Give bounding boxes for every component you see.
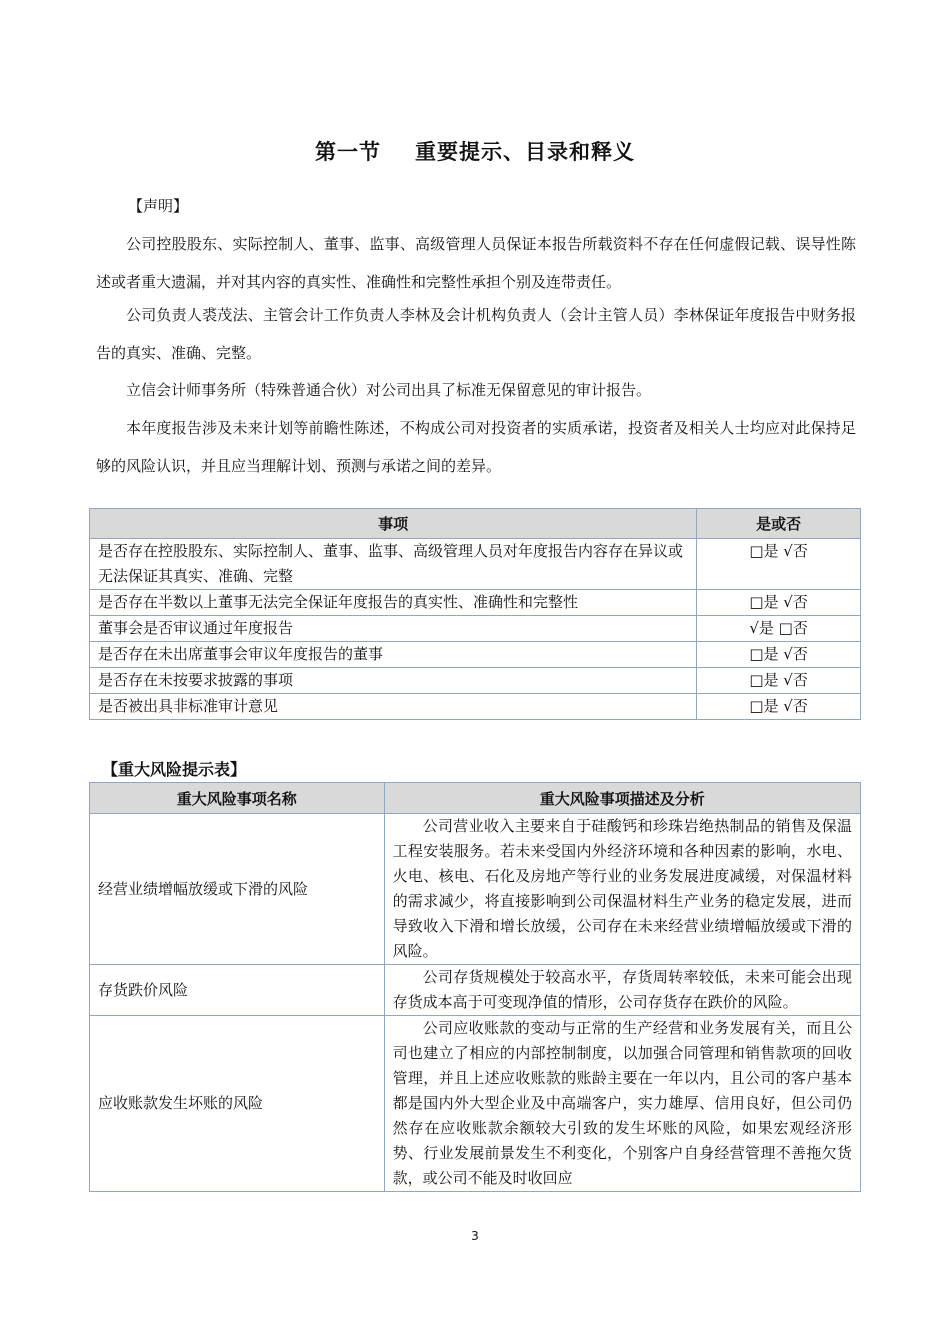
risk-table (89, 782, 861, 1192)
section-number: 第一节 (315, 140, 381, 164)
column-header: 是或否 (697, 509, 861, 539)
section-title (0, 136, 950, 166)
declaration-paragraph: 公司控股股东、实际控制人、董事、监事、高级管理人员保证本报告所载资料不存在任何虚假记载、误导性陈述或者重大遗漏，并对其内容的真实性、准确性和完整性承担个别及连带责任。 (96, 235, 856, 291)
table-row (90, 694, 861, 720)
table-row (90, 965, 861, 1016)
page-number: 3 (471, 1229, 479, 1243)
table-header-row (90, 783, 861, 814)
table-row (90, 1016, 861, 1192)
risk-name-cell: 应收账款发生坏账的风险 (90, 1016, 385, 1192)
risk-desc-cell: 公司存货规模处于较高水平，存货周转率较低，未来可能会出现存货成本高于可变现净值的情形，公司存货存在跌价的风险。 (384, 965, 860, 1016)
table-row (90, 668, 861, 694)
answer-cell: □是 √否 (697, 590, 861, 616)
table-header-row (90, 509, 861, 539)
risk-name-cell: 经营业绩增幅放缓或下滑的风险 (90, 814, 385, 965)
item-cell: 是否存在未出席董事会审议年度报告的董事 (90, 642, 697, 668)
declaration-paragraph: 立信会计师事务所（特殊普通合伙）对公司出具了标准无保留意见的审计报告。 (126, 381, 652, 399)
declaration-paragraph: 公司负责人裘茂法、主管会计工作负责人李林及会计机构负责人（会计主管人员）李林保证年度报告中财务报告的真实、准确、完整。 (96, 306, 856, 362)
answer-cell: □是 √否 (697, 668, 861, 694)
section-title-text: 重要提示、目录和释义 (415, 140, 635, 164)
table-row (90, 616, 861, 642)
answer-cell: √是 □否 (697, 616, 861, 642)
item-cell: 是否存在控股股东、实际控制人、董事、监事、高级管理人员对年度报告内容存在异议或无法保证其真实、准确、完整 (90, 539, 697, 590)
declaration-heading: 【声明】 (128, 197, 189, 215)
item-cell: 是否存在半数以上董事无法完全保证年度报告的真实性、准确性和完整性 (90, 590, 697, 616)
item-cell: 是否被出具非标准审计意见 (90, 694, 697, 720)
confirmation-table (89, 508, 861, 720)
table-row (90, 642, 861, 668)
column-header: 重大风险事项描述及分析 (384, 783, 860, 814)
risk-desc-cell: 公司营业收入主要来自于硅酸钙和珍珠岩绝热制品的销售及保温工程安装服务。若未来受国内外经济环境和各种因素的影响，水电、火电、核电、石化及房地产等行业的业务发展进度减缓，对保温材料的需求减少，将直接影响到公司保温材料生产业务的稳定发展，进而导致收入下滑和增长放缓，公司存在未来经营业绩增幅放缓或下滑的风险。 (384, 814, 860, 965)
risk-name-cell: 存货跌价风险 (90, 965, 385, 1016)
risk-table-heading: 【重大风险提示表】 (102, 760, 247, 779)
answer-cell: □是 √否 (697, 694, 861, 720)
table-row (90, 590, 861, 616)
column-header: 重大风险事项名称 (90, 783, 385, 814)
item-cell: 董事会是否审议通过年度报告 (90, 616, 697, 642)
table-row (90, 814, 861, 965)
item-cell: 是否存在未按要求披露的事项 (90, 668, 697, 694)
column-header: 事项 (90, 509, 697, 539)
answer-cell: □是 √否 (697, 642, 861, 668)
risk-desc-cell: 公司应收账款的变动与正常的生产经营和业务发展有关，而且公司也建立了相应的内部控制制度，以加强合同管理和销售款项的回收管理，并且上述应收账款的账龄主要在一年以内，且公司的客户基本都是国内外大型企业及中高端客户，实力雄厚、信用良好，但公司仍然存在应收账款余额较大引致的发生坏账的风险，如果宏观经济形势、行业发展前景发生不利变化，个别客户自身经营管理不善拖欠货款，或公司不能及时收回应 (384, 1016, 860, 1192)
answer-cell: □是 √否 (697, 539, 861, 590)
declaration-paragraph: 本年度报告涉及未来计划等前瞻性陈述，不构成公司对投资者的实质承诺，投资者及相关人士均应对此保持足够的风险认识，并且应当理解计划、预测与承诺之间的差异。 (96, 419, 856, 475)
table-row (90, 539, 861, 590)
